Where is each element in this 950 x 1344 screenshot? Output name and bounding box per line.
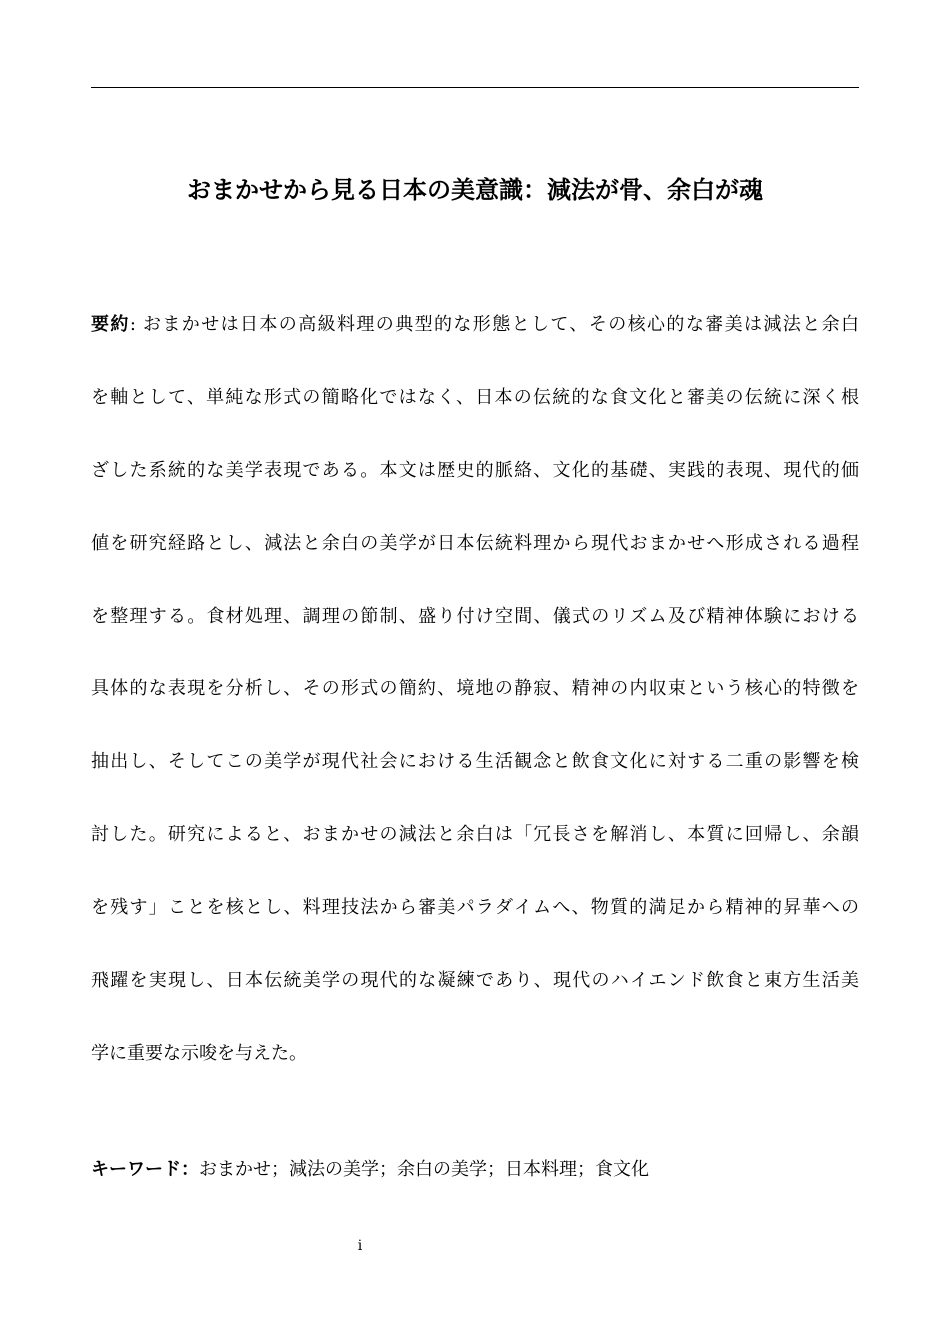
abstract-line-8: 討した。研究によると、おまかせの減法と余白は「冗長さを解消し、本質に回帰し、余韻 <box>91 824 859 846</box>
abstract-line-5: を整理する。食材処理、調理の節制、盛り付け空間、儀式のリズム及び精神体験における <box>91 605 859 627</box>
abstract <box>91 307 859 1109</box>
abstract-line-4: 値を研究経路とし、減法と余白の美学が日本伝統料理から現代おまかせへ形成される過程 <box>91 532 859 554</box>
header-rule <box>91 87 859 88</box>
paper-title: おまかせから見る日本の美意識：減法が骨、余白が魂 <box>187 175 763 204</box>
abstract-line-9: を残す」ことを核とし、料理技法から審美パラダイムへ、物質的満足から精神的昇華への <box>91 897 859 919</box>
abstract-line-1-text: おまかせは日本の高級料理の典型的な形態として、その核心的な審美は減法と余白 <box>135 314 860 335</box>
page-number: i <box>357 1238 363 1254</box>
abstract-separator: : <box>129 314 136 335</box>
abstract-line-1 <box>91 307 859 343</box>
abstract-line-3: ざした系統的な美学表現である。本文は歴史的脈絡、文化的基礎、実践的表現、現代的価 <box>91 459 859 481</box>
keywords-text: おまかせ；減法の美学；余白の美学；日本料理；食文化 <box>199 1159 649 1180</box>
abstract-line-6: 具体的な表現を分析し、その形式の簡約、境地の静寂、精神の内収束という核心的特徴を <box>91 678 859 700</box>
abstract-line-11: 学に重要な示唆を与えた。 <box>91 1042 307 1064</box>
abstract-label: 要約 <box>91 314 130 335</box>
abstract-line-2: を軸として、単純な形式の簡略化ではなく、日本の伝統的な食文化と審美の伝統に深く根 <box>91 386 859 408</box>
abstract-line-7: 抽出し、そしてこの美学が現代社会における生活観念と飲食文化に対する二重の影響を検 <box>91 751 859 773</box>
abstract-line-10: 飛躍を実現し、日本伝統美学の現代的な凝練であり、現代のハイエンド飲食と東方生活美 <box>91 970 859 992</box>
keywords-label: キーワード： <box>91 1159 199 1180</box>
keywords <box>91 1152 859 1188</box>
